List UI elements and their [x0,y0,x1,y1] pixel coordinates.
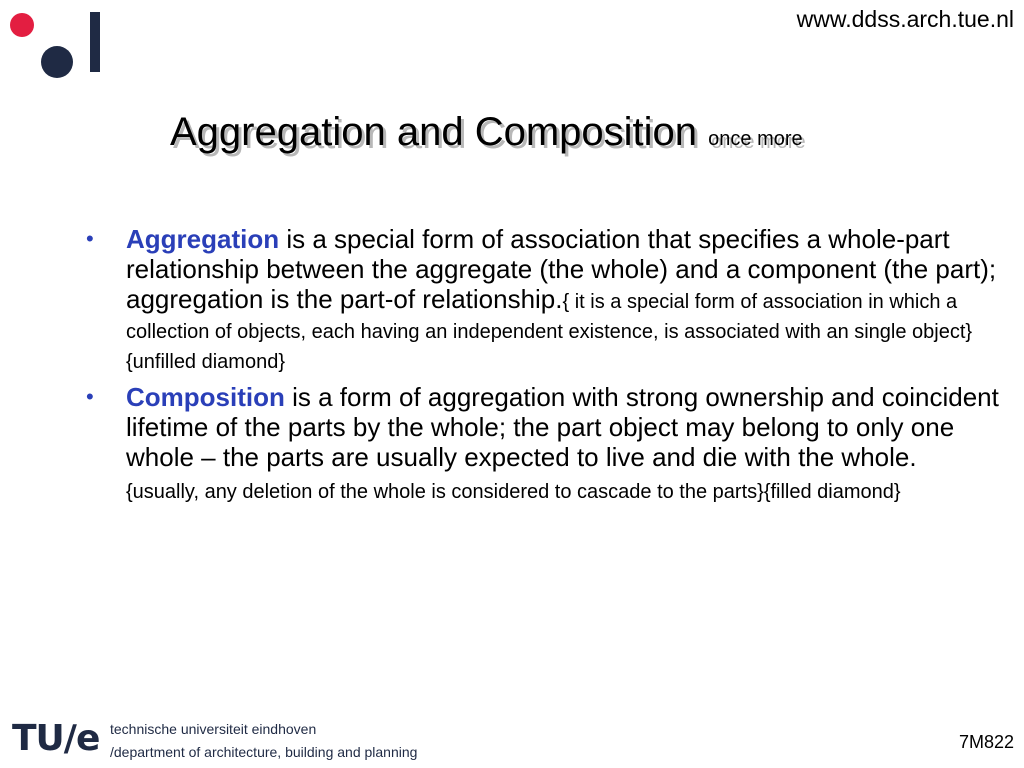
course-code: 7M822 [958,732,1014,752]
department-name: /department of architecture, building and planning [110,744,418,760]
bullet-detail: { it is a special form of association in which a collection of objects, each having an independent existence, is associated with an single object} {unfilled diamond} [126,291,973,373]
university-name: technische universiteit eindhoven [110,721,317,737]
slide-title [170,110,803,155]
bullet-body [126,224,1011,374]
bullet-symbol: • [86,226,94,251]
site-url: www.ddss.arch.tue.nl [796,6,1014,32]
logo-navy-bar [90,12,100,72]
bullet-text: is a form of aggregation with strong ownership and coincident lifetime of the parts by the whole; the part object may belong to only one whole – the parts are usually expected to live and die with the whole. [126,382,999,472]
bullet-body [126,382,1011,472]
slide-title-text: Aggregation and Composition [170,110,698,154]
term-composition: Composition [126,382,285,412]
tue-logo: TU/e [12,718,100,759]
slide-content [86,224,1011,504]
logo-red-dot [10,13,34,37]
slide-subtitle: once more [708,128,803,150]
bullet-detail-composition: {usually, any deletion of the whole is considered to cascade to the parts}{filled diamond} [126,481,901,503]
bullet-text: is a special form of association that specifies a whole-part relationship between the aggregate (the whole) and a component (the part); aggregation is the part-of relationship. [126,224,997,314]
bullet-aggregation [86,224,1011,374]
university-logo-mark [10,10,105,75]
bullet-composition [86,382,1011,472]
bullet-symbol: • [86,384,94,409]
logo-navy-dot [41,46,73,78]
term-aggregation: Aggregation [126,224,280,254]
